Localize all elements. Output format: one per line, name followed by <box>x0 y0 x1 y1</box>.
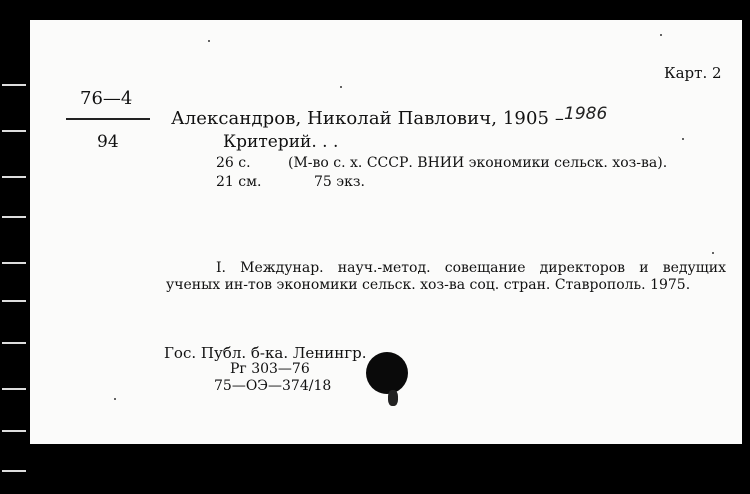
card-number: Карт. 2 <box>664 64 722 82</box>
author-heading: Александров, Николай Павлович, 1905 – <box>171 108 565 129</box>
print-run: 75 экз. <box>314 174 365 190</box>
classification-divider <box>66 118 150 120</box>
classification-top: 76—4 <box>80 88 133 109</box>
work-title: Критерий. . . <box>223 132 339 152</box>
library-code: Рг 303—76 <box>230 361 310 377</box>
catalog-card <box>30 20 742 444</box>
order-code: 75—ОЭ—374/18 <box>214 378 332 394</box>
speck <box>712 252 714 254</box>
physical-size: 21 см. <box>216 174 262 190</box>
speck <box>682 138 684 140</box>
handwritten-death-year: 1986 <box>564 104 608 124</box>
ink-blot <box>366 352 408 394</box>
pages-count: 26 с. <box>216 155 251 171</box>
speck <box>660 34 662 36</box>
speck <box>114 398 116 400</box>
subject-note: I. Междунар. науч.-метод. совещание директоров и ведущих ученых ин-тов экономики сельск. хоз-ва соц. стран. Ставрополь. 1975. <box>166 260 726 293</box>
ink-drip <box>388 390 398 406</box>
library-name: Гос. Публ. б-ка. Ленингр. <box>164 344 367 362</box>
speck <box>208 40 210 42</box>
speck <box>340 86 342 88</box>
publisher: (М-во с. х. СССР. ВНИИ экономики сельск. хоз-ва). <box>288 155 668 171</box>
classification-bottom: 94 <box>97 132 119 152</box>
